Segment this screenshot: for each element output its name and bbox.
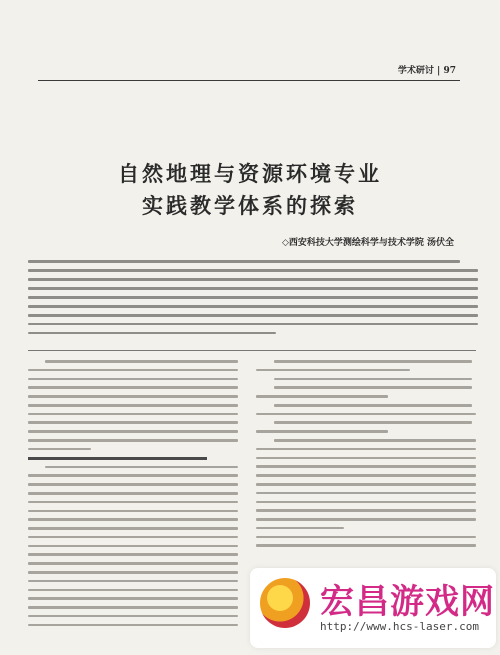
watermark-name: 宏昌游戏网 <box>320 582 495 622</box>
abstract-block <box>28 260 478 340</box>
watermark-url: http://www.hcs-laser.com <box>320 620 479 633</box>
section-heading <box>28 457 207 460</box>
article-title-line2: 实践教学体系的探索 <box>142 193 358 218</box>
header-rule <box>38 80 460 81</box>
watermark-banner <box>250 568 496 648</box>
section-divider <box>28 350 476 351</box>
circle-emblem-icon <box>260 578 310 628</box>
running-header: 学术研讨 | 97 <box>397 66 456 76</box>
author-affiliation: ◇西安科技大学测绘科学与技术学院 汤伏全 <box>281 238 454 248</box>
body-column-left <box>28 360 238 655</box>
article-title-line1: 自然地理与资源环境专业 <box>118 161 382 186</box>
